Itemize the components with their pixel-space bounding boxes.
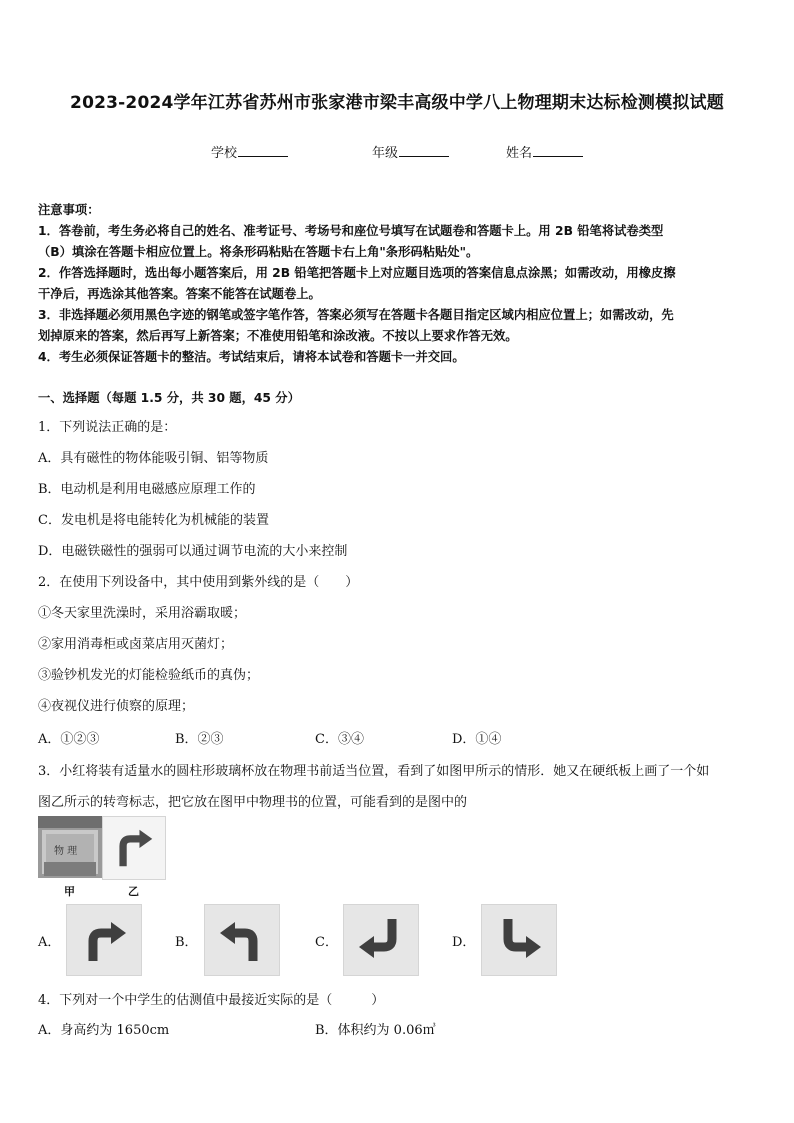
question-2-stem: 2．在使用下列设备中，其中使用到紫外线的是（ ） [38, 575, 359, 590]
notice-heading: 注意事项： [38, 203, 100, 217]
name-field [506, 142, 583, 161]
arrow-up-right-icon [67, 905, 141, 975]
arrow-up-left-icon [205, 905, 279, 975]
q3-option-c-sign [343, 904, 419, 976]
q2-option-b: B．②③ [175, 732, 224, 747]
label-jia: 甲 [64, 885, 75, 898]
question-3-stem-line2: 图乙所示的转弯标志，把它放在图甲中物理书的位置，可能看到的是图中的 [38, 795, 468, 810]
page-title: 2023-2024学年江苏省苏州市张家港市梁丰高级中学八上物理期末达标检测模拟试题 [70, 93, 724, 113]
notice-line: 4．考生必须保证答题卡的整洁。考试结束后，请将本试卷和答题卡一并交回。 [38, 350, 465, 364]
arrow-down-left-icon [344, 905, 418, 975]
q3-option-d-sign [481, 904, 557, 976]
q3-option-a-label: A． [38, 935, 61, 950]
name-label: 姓名 [506, 146, 533, 161]
question-1-stem: 1．下列说法正确的是： [38, 420, 177, 435]
question-3-stem-line1: 3．小红将装有适量水的圆柱形玻璃杯放在物理书前适当位置，看到了如图甲所示的情形．她又在硬纸板上画了一个如 [38, 764, 710, 779]
label-yi: 乙 [128, 885, 139, 898]
notice-line: 3．非选择题必须用黑色字迹的钢笔或签字笔作答，答案必须写在答题卡各题目指定区域内相应位置上；如需改动，先 [38, 308, 674, 322]
q2-option-c: C．③④ [315, 732, 364, 747]
q3-option-b-sign [204, 904, 280, 976]
section-heading: 一、选择题（每题 1.5 分，共 30 题，45 分） [38, 391, 300, 405]
grade-blank [399, 144, 449, 157]
q1-option-d: D．电磁铁磁性的强弱可以通过调节电流的大小来控制 [38, 544, 348, 559]
notice-line: 1．答卷前，考生务必将自己的姓名、准考证号、考场号和座位号填写在试题卷和答题卡上。用 2B 铅笔将试卷类型 [38, 224, 664, 238]
figure-yi-sign [102, 816, 166, 880]
q4-option-b: B．体积约为 0.06㎥ [315, 1023, 436, 1038]
school-field [211, 142, 288, 161]
q4-option-a: A．身高约为 1650cm [38, 1023, 170, 1038]
turn-right-arrow-icon [103, 817, 165, 879]
name-blank [533, 144, 583, 157]
q3-option-a-sign [66, 904, 142, 976]
photo-book-text: 物 理 [54, 846, 78, 857]
q2-item: ②家用消毒柜或卤菜店用灭菌灯； [38, 637, 234, 652]
q2-item: ③验钞机发光的灯能检验纸币的真伪； [38, 668, 260, 683]
q2-item: ①冬天家里洗澡时，采用浴霸取暖； [38, 606, 247, 621]
school-blank [238, 144, 288, 157]
question-4-stem: 4．下列对一个中学生的估测值中最接近实际的是（ ） [38, 993, 385, 1008]
q1-option-c: C．发电机是将电能转化为机械能的装置 [38, 513, 269, 528]
q3-option-c-label: C． [315, 935, 338, 950]
q2-item: ④夜视仪进行侦察的原理； [38, 699, 195, 714]
notice-line: 干净后，再选涂其他答案。答案不能答在试题卷上。 [38, 287, 321, 301]
q2-option-d: D．①④ [452, 732, 502, 747]
q1-option-b: B．电动机是利用电磁感应原理工作的 [38, 482, 256, 497]
arrow-down-right-icon [482, 905, 556, 975]
notice-line: 2．作答选择题时，选出每小题答案后，用 2B 铅笔把答题卡上对应题目选项的答案信息点涂黑；如需改动，用橡皮擦 [38, 266, 676, 280]
q1-option-a: A．具有磁性的物体能吸引铜、铝等物质 [38, 451, 269, 466]
grade-field [372, 142, 449, 161]
grade-label: 年级 [372, 146, 399, 161]
notice-line: 划掉原来的答案，然后再写上新答案；不准使用铅笔和涂改液。不按以上要求作答无效。 [38, 329, 518, 343]
q2-option-a: A．①②③ [38, 732, 100, 747]
notice-line: （B）填涂在答题卡相应位置上。将条形码粘贴在答题卡右上角"条形码粘贴处"。 [38, 245, 479, 259]
school-label: 学校 [211, 146, 238, 161]
q3-option-d-label: D． [452, 935, 476, 950]
q3-option-b-label: B． [175, 935, 198, 950]
figure-jia-photo [38, 816, 102, 878]
